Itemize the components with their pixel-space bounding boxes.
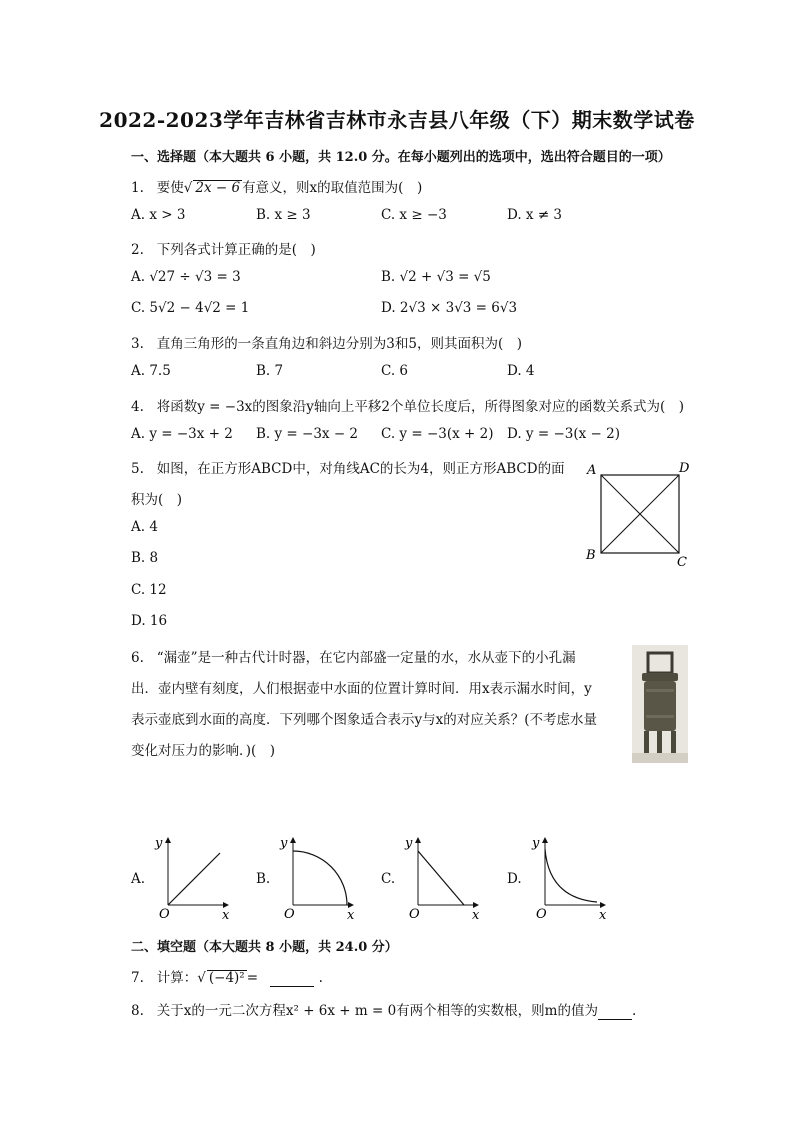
answer-blank[interactable] — [270, 970, 314, 987]
q6-option-b[interactable]: B. — [256, 871, 271, 887]
period: . — [631, 1003, 637, 1019]
curve-concave-down — [293, 851, 347, 905]
q4-option-a[interactable]: A. y = −3x + 2 — [131, 426, 233, 442]
q2-option-a[interactable]: A. √27 ÷ √3 = 3 — [131, 269, 241, 285]
square-abcd-figure — [580, 458, 700, 570]
question-3 — [131, 332, 522, 352]
question-number: 7. — [131, 970, 144, 986]
q2-option-c[interactable]: C. 5√2 − 4√2 = 1 — [131, 300, 250, 316]
q3-option-c[interactable]: C. 6 — [381, 363, 409, 379]
q4-option-c[interactable]: C. y = −3(x + 2) — [381, 426, 494, 442]
x-axis-label: x — [472, 908, 480, 923]
y-axis-label: y — [405, 836, 413, 851]
question-6 — [131, 646, 576, 666]
question-text: 将函数y = −3x的图象沿y轴向上平移2个单位长度后，所得图象对应的函数关系式为( ) — [156, 399, 685, 415]
question-5-cont: 积为( ) — [131, 492, 183, 508]
q3-option-d[interactable]: D. 4 — [507, 363, 535, 379]
section-fill-heading: 二、填空题（本大题共 8 小题，共 24.0 分） — [131, 940, 398, 955]
question-6-line-2: 出．壶内壁有刻度，人们根据壶中水面的位置计算时间．用x表示漏水时间，y — [131, 681, 592, 697]
question-number: 3. — [131, 336, 144, 352]
question-6-line-4: 变化对压力的影响．)( ) — [131, 743, 276, 759]
curve-decreasing-line — [418, 851, 464, 905]
q5-option-b[interactable]: B. 8 — [131, 550, 159, 566]
origin-label: O — [409, 907, 420, 922]
question-number: 5. — [131, 461, 144, 477]
q1-option-c[interactable]: C. x ≥ −3 — [381, 207, 447, 223]
q2-option-d[interactable]: D. 2√3 × 3√3 = 6√3 — [381, 300, 518, 316]
q4-option-b[interactable]: B. y = −3x − 2 — [256, 426, 359, 442]
vertex-label-a: A — [587, 463, 597, 478]
question-text: 计算： — [156, 970, 198, 986]
q6-option-a[interactable]: A. — [131, 871, 146, 887]
q5-option-a[interactable]: A. 4 — [131, 519, 158, 535]
water-clock-photo — [632, 645, 688, 763]
curve-concave-up — [545, 849, 597, 902]
question-text: 要使 — [156, 180, 184, 196]
vertex-label-d: D — [679, 461, 690, 476]
vertex-label-c: C — [677, 555, 687, 570]
x-axis-label: x — [222, 908, 230, 923]
q4-option-d[interactable]: D. y = −3(x − 2) — [507, 426, 620, 442]
section-choice-heading: 一、选择题（本大题共 6 小题，共 12.0 分。在每小题列出的选项中，选出符合题目的一项） — [131, 150, 671, 165]
x-axis-label: x — [347, 908, 355, 923]
graph-c — [400, 832, 490, 924]
question-text: 下列各式计算正确的是( ) — [156, 242, 316, 258]
origin-label: O — [159, 907, 170, 922]
equals-sign: = — [246, 970, 259, 986]
page-title: 2022-2023学年吉林省吉林市永吉县八年级（下）期末数学试卷 — [99, 108, 695, 132]
question-6-line-3: 表示壶底到水面的高度．下列哪个图象适合表示y与x的对应关系？(不考虑水量 — [131, 712, 598, 728]
question-4 — [131, 395, 684, 415]
question-1: 1. 要使√ 2x − 6 有意义，则x的取值范围为( ) — [131, 180, 423, 196]
q2-option-b[interactable]: B. √2 + √3 = √5 — [381, 269, 491, 285]
x-axis-label: x — [599, 908, 607, 923]
radicand: (−4)² — [208, 970, 245, 986]
graph-d — [527, 832, 617, 924]
radicand: 2x − 6 — [195, 180, 241, 196]
question-text: 有意义，则x的取值范围为( ) — [242, 180, 423, 196]
origin-label: O — [284, 907, 295, 922]
q6-option-c[interactable]: C. — [381, 871, 396, 887]
question-number: 4. — [131, 399, 144, 415]
question-number: 2. — [131, 242, 144, 258]
q1-option-b[interactable]: B. x ≥ 3 — [256, 207, 311, 223]
q3-option-b[interactable]: B. 7 — [256, 363, 284, 379]
origin-label: O — [536, 907, 547, 922]
question-number: 1. — [131, 180, 144, 196]
question-number: 8. — [131, 1003, 144, 1019]
question-text: “漏壶”是一种古代计时器，在它内部盛一定量的水，水从壶下的小孔漏 — [156, 650, 576, 666]
question-7: 7. 计算：√ (−4)² = . — [131, 970, 323, 986]
graph-a — [150, 832, 240, 924]
question-number: 6. — [131, 650, 144, 666]
question-8 — [131, 999, 636, 1020]
vertex-label-b: B — [586, 548, 596, 563]
period: . — [318, 970, 323, 986]
answer-blank[interactable] — [598, 1003, 632, 1020]
q5-option-d[interactable]: D. 16 — [131, 613, 168, 629]
question-text: 直角三角形的一条直角边和斜边分别为3和5，则其面积为( ) — [156, 336, 522, 352]
q3-option-a[interactable]: A. 7.5 — [131, 363, 171, 379]
graph-b — [275, 832, 365, 924]
y-axis-label: y — [532, 836, 540, 851]
question-5 — [131, 457, 565, 477]
q5-option-c[interactable]: C. 12 — [131, 582, 167, 598]
curve-increasing-line — [168, 853, 220, 905]
question-text: 如图，在正方形ABCD中，对角线AC的长为4，则正方形ABCD的面 — [156, 461, 565, 477]
question-text: 关于x的一元二次方程x² + 6x + m = 0有两个相等的实数根，则m的值为 — [156, 1003, 598, 1019]
q6-option-d[interactable]: D. — [507, 871, 522, 887]
question-2 — [131, 238, 316, 258]
y-axis-label: y — [155, 836, 163, 851]
q1-option-a[interactable]: A. x > 3 — [131, 207, 186, 223]
q1-option-d[interactable]: D. x ≠ 3 — [507, 207, 563, 223]
y-axis-label: y — [280, 836, 288, 851]
